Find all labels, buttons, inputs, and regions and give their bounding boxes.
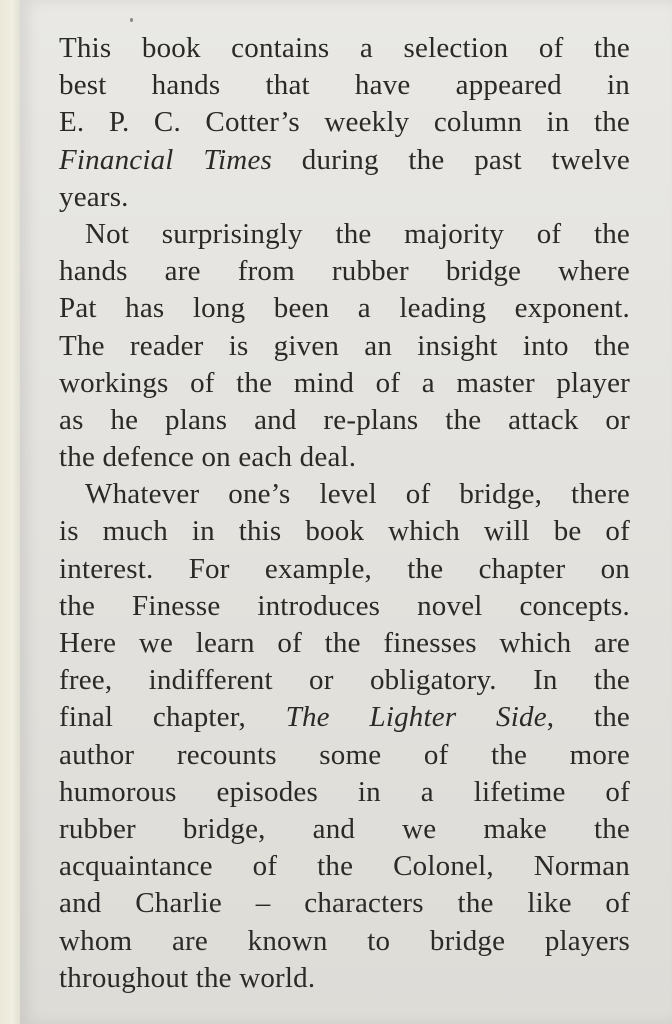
- text-run: during the past twelve: [272, 143, 630, 176]
- text-line: [59, 30, 630, 67]
- text-line: [59, 216, 630, 253]
- paragraph: [59, 216, 630, 476]
- text-line: [59, 551, 630, 588]
- text-line: [59, 142, 630, 179]
- text-run: as he plans and re-plans the attack or: [59, 403, 630, 436]
- text-run: whom are known to bridge players: [59, 924, 630, 957]
- text-run: Not surprisingly the majority of the: [85, 217, 630, 250]
- text-line: [59, 662, 630, 699]
- text-line: [59, 513, 630, 550]
- text-line: [59, 699, 630, 736]
- text-line: [59, 365, 630, 402]
- text-run: the defence on each deal.: [59, 441, 357, 474]
- text-run: interest. For example, the chapter on: [59, 552, 630, 585]
- text-run: This book contains a selection of the: [59, 32, 630, 64]
- text-line: [59, 811, 630, 848]
- text-run: and Charlie – characters the like of: [59, 887, 630, 920]
- text-run: is much in this book which will be of: [59, 515, 630, 548]
- text-run: Whatever one’s level of bridge, there: [85, 478, 630, 511]
- text-run: E. P. C. Cotter’s weekly column in the: [59, 106, 630, 139]
- text-run: Here we learn of the finesses which are: [59, 627, 630, 659]
- text-run: throughout the world.: [59, 961, 316, 994]
- text-line: [59, 67, 630, 104]
- text-line: [59, 625, 630, 662]
- text-line: [59, 588, 630, 625]
- text-line: [59, 960, 630, 997]
- text-run: Pat has long been a leading exponent.: [59, 292, 630, 325]
- text-line: [59, 774, 630, 811]
- text-line: [59, 439, 630, 476]
- text-line: [59, 737, 630, 774]
- text-run: author recounts some of the more: [59, 738, 630, 771]
- text-line: [59, 179, 630, 216]
- paragraph: [59, 476, 630, 997]
- text-line: [59, 253, 630, 290]
- paragraph: [59, 30, 630, 216]
- text-line: [59, 328, 630, 365]
- text-run: free, indifferent or obligatory. In the: [59, 664, 630, 697]
- text-line: [59, 476, 630, 513]
- body-text: [59, 30, 630, 997]
- text-run: workings of the mind of a master player: [59, 366, 630, 399]
- italic-text: The Lighter Side: [285, 701, 547, 734]
- book-spine-edge: [0, 0, 20, 1024]
- text-run: years.: [59, 180, 129, 213]
- text-run: best hands that have appeared in: [59, 69, 630, 102]
- italic-text: Financial Times: [59, 143, 272, 176]
- text-line: [59, 923, 630, 960]
- text-run: , the: [546, 701, 631, 734]
- book-page: [20, 0, 672, 1024]
- text-line: [59, 290, 630, 327]
- text-line: [59, 848, 630, 885]
- text-line: [59, 885, 630, 922]
- text-run: rubber bridge, and we make the: [59, 812, 630, 845]
- text-run: hands are from rubber bridge where: [59, 255, 630, 288]
- page-speck: [130, 18, 133, 22]
- text-run: the Finesse introduces novel concepts.: [59, 589, 630, 622]
- text-run: final chapter,: [59, 701, 286, 734]
- text-line: [59, 402, 630, 439]
- text-line: [59, 104, 630, 141]
- text-run: The reader is given an insight into the: [59, 329, 630, 362]
- text-run: humorous episodes in a lifetime of: [59, 775, 630, 808]
- text-run: acquaintance of the Colonel, Norman: [59, 850, 630, 883]
